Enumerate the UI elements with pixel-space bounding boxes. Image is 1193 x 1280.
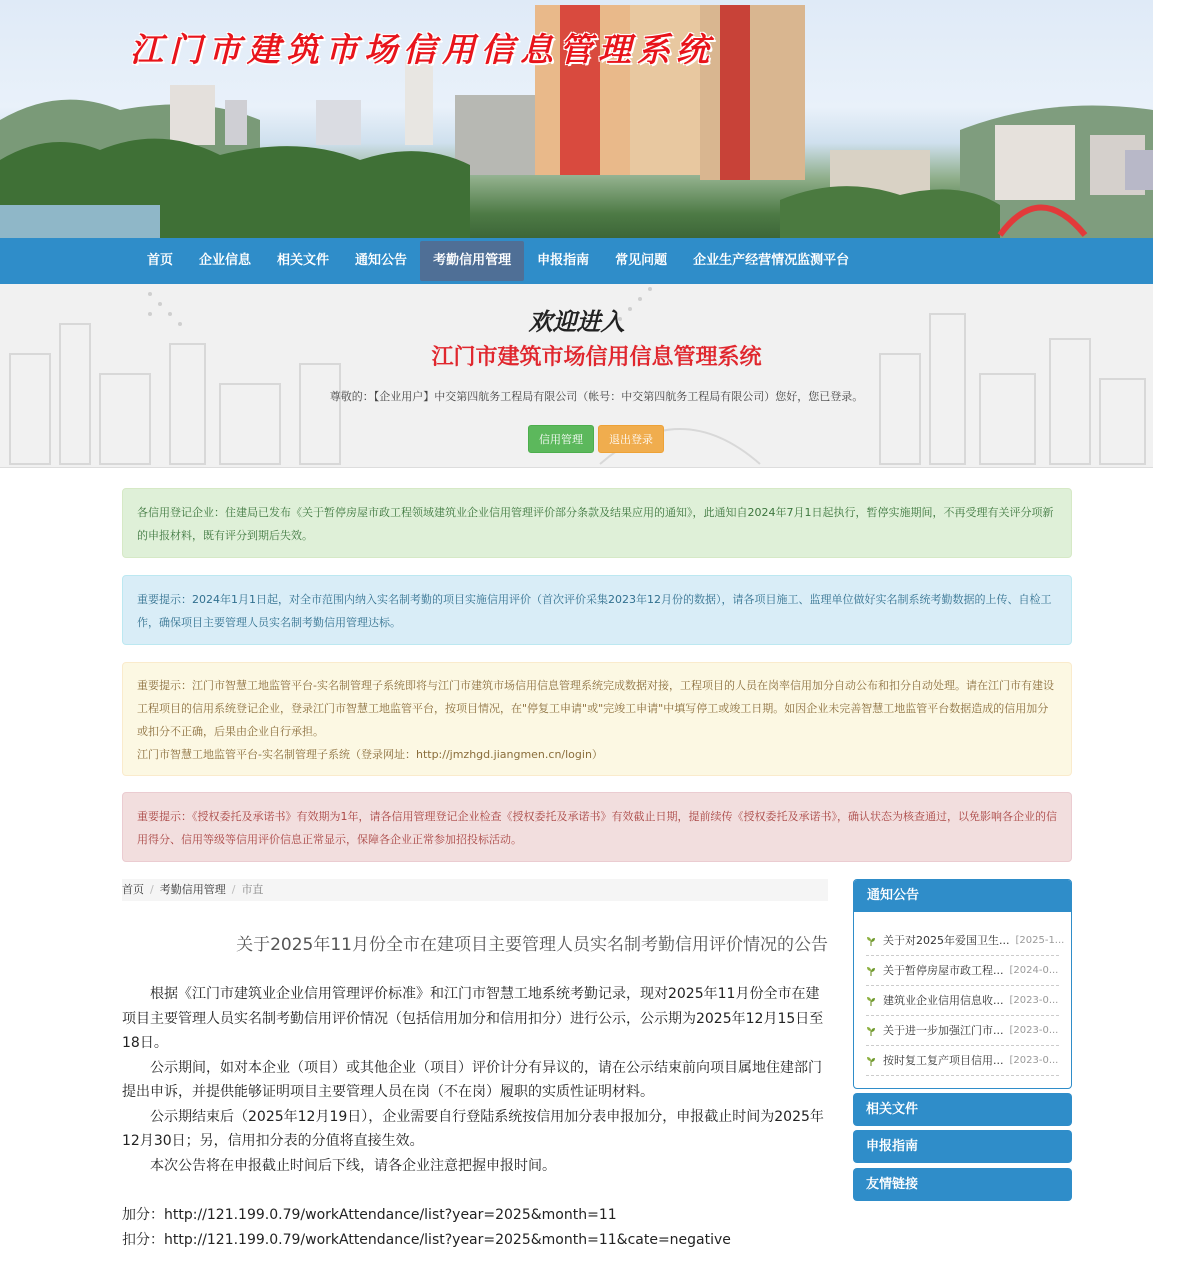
notice-panel-title[interactable]: 通知公告	[854, 880, 1071, 912]
welcome-section	[0, 284, 1153, 468]
nav-item[interactable]: 企业信息	[199, 253, 252, 268]
notice-title[interactable]: 建筑业企业信用信息收...	[883, 993, 1004, 1007]
notice-title[interactable]: 按时复工复产项目信用...	[883, 1053, 1004, 1067]
article-title: 关于2025年11月份全市在建项目主要管理人员实名制考勤信用评价情况的公告	[236, 935, 828, 955]
sprout-icon	[866, 996, 876, 1006]
article-paragraph: 根据《江门市建筑业企业信用管理评价标准》和江门市智慧工地系统考勤记录，现对2025年11月份全市在建项目主要管理人员实名制考勤信用评价情况（包括信用加分和信用扣分）进行公示，公示期为2025年12月15日至18日。	[122, 986, 824, 1051]
sprout-icon	[866, 966, 876, 976]
notice-list-item[interactable]	[866, 1016, 1059, 1046]
notice-date: [2023-0...	[1009, 1024, 1059, 1036]
article-paragraph: 本次公告将在申报截止时间后下线，请各企业注意把握申报时间。	[150, 1157, 556, 1174]
article-paragraph: 公示期间，如对本企业（项目）或其他企业（项目）评价计分有异议的，请在公示结束前向项目属地住建部门提出申诉，并提供能够证明项目主要管理人员在岗（不在岗）履职的实质性证明材料。	[122, 1059, 822, 1100]
welcome-system-name: 江门市建筑市场信用信息管理系统	[431, 345, 762, 370]
main-navigation	[0, 238, 1153, 284]
nav-item[interactable]: 申报指南	[537, 253, 590, 268]
notice-title[interactable]: 关于进一步加强江门市...	[883, 1023, 1004, 1037]
header-banner	[0, 0, 1153, 238]
notice-date: [2025-1...	[1015, 934, 1065, 946]
notice-title[interactable]: 关于暂停房屋市政工程...	[883, 963, 1004, 977]
notice-list-item[interactable]	[866, 986, 1059, 1016]
sprout-icon	[866, 936, 876, 946]
notice-date: [2023-0...	[1009, 1054, 1059, 1066]
nav-item[interactable]: 通知公告	[355, 253, 408, 268]
notice-title[interactable]: 关于对2025年爱国卫生...	[883, 933, 1010, 947]
nav-item[interactable]: 企业生产经营情况监测平台	[693, 253, 850, 268]
related-files-button[interactable]: 相关文件	[853, 1093, 1072, 1126]
declaration-guide-button[interactable]: 申报指南	[853, 1130, 1072, 1163]
notice-date: [2023-0...	[1009, 994, 1059, 1006]
logged-in-user-text: 尊敬的：【企业用户】中交第四航务工程局有限公司（帐号：中交第四航务工程局有限公司）您好，您已登录。	[329, 390, 864, 403]
bonus-points-link[interactable]: 加分：http://121.199.0.79/workAttendance/list?year=2025&month=11	[122, 1207, 617, 1223]
alert-authorization-notice: 重要提示：《授权委托及承诺书》有效期为1年，请各信用管理登记企业检查《授权委托及承诺书》有效截止日期，提前续传《授权委托及承诺书》，确认状态为核查通过，以免影响各企业的信用得分、信用等级等信用评价信息正常显示，保障各企业正常参加招投标活动。	[122, 792, 1072, 862]
nav-item[interactable]: 考勤信用管理	[420, 241, 524, 281]
article-paragraph: 公示期结束后（2025年12月19日），企业需要自行登陆系统按信用加分表申报加分，申报截止时间为2025年12月30日；另，信用扣分表的分值将直接生效。	[122, 1108, 824, 1149]
credit-management-button[interactable]: 信用管理	[528, 425, 594, 453]
notice-date: [2024-0...	[1009, 964, 1059, 976]
nav-item[interactable]: 常见问题	[615, 253, 668, 268]
notice-panel	[853, 879, 1072, 1089]
article-links	[122, 1203, 828, 1252]
notice-list-item[interactable]	[866, 956, 1059, 986]
notice-list-item[interactable]	[866, 926, 1065, 956]
nav-item[interactable]: 首页	[147, 253, 174, 268]
alert-smart-site-text: 重要提示：江门市智慧工地监管平台-实名制管理子系统即将与江门市建筑市场信用信息管理系统完成数据对接，工程项目的人员在岗率信用加分自动公布和扣分自动处理。请在江门市有建设工程项目的信用系统登记企业，登录江门市智慧工地监管平台，按项目情况，在"停复工申请"或"完竣工申请"中填写停工或竣工日期。如因企业未完善智慧工地监管平台数据造成的信用加分或扣分不正确，后果由企业自行承担。	[137, 679, 1054, 738]
friendly-links-button[interactable]: 友情链接	[853, 1168, 1072, 1201]
logout-button[interactable]: 退出登录	[598, 425, 664, 453]
breadcrumb-current: 市直	[241, 883, 264, 896]
breadcrumb: 首页 / 考勤信用管理 / 市直	[122, 879, 828, 901]
welcome-heading: 欢迎进入	[528, 308, 625, 336]
sprout-icon	[866, 1056, 876, 1066]
deduction-points-link[interactable]: 扣分：http://121.199.0.79/workAttendance/list?year=2025&month=11&cate=negative	[122, 1231, 731, 1248]
breadcrumb-attendance[interactable]: 考勤信用管理	[159, 883, 226, 896]
article-body	[122, 982, 828, 1178]
sprout-icon	[866, 1026, 876, 1036]
nav-item[interactable]: 相关文件	[277, 253, 330, 268]
alert-smart-site-url: 江门市智慧工地监管平台-实名制管理子系统（登录网址：http://jmzhgd.jiangmen.cn/login）	[137, 748, 603, 761]
banner-system-title: 江门市建筑市场信用信息管理系统	[130, 30, 715, 69]
alert-suspension-notice: 各信用登记企业：住建局已发布《关于暂停房屋市政工程领域建筑业企业信用管理评价部分条款及结果应用的通知》，此通知自2024年7月1日起执行，暂停实施期间，不再受理有关评分项新的申报材料，既有评分到期后失效。	[122, 488, 1072, 558]
alert-smart-site-notice	[122, 662, 1072, 776]
alert-attendance-notice: 重要提示：2024年1月1日起，对全市范围内纳入实名制考勤的项目实施信用评价（首次评价采集2023年12月份的数据），请各项目施工、监理单位做好实名制系统考勤数据的上传、自检工作，确保项目主要管理人员实名制考勤信用管理达标。	[122, 575, 1072, 645]
breadcrumb-home[interactable]: 首页	[122, 883, 144, 896]
notice-list-item[interactable]	[866, 1046, 1059, 1076]
